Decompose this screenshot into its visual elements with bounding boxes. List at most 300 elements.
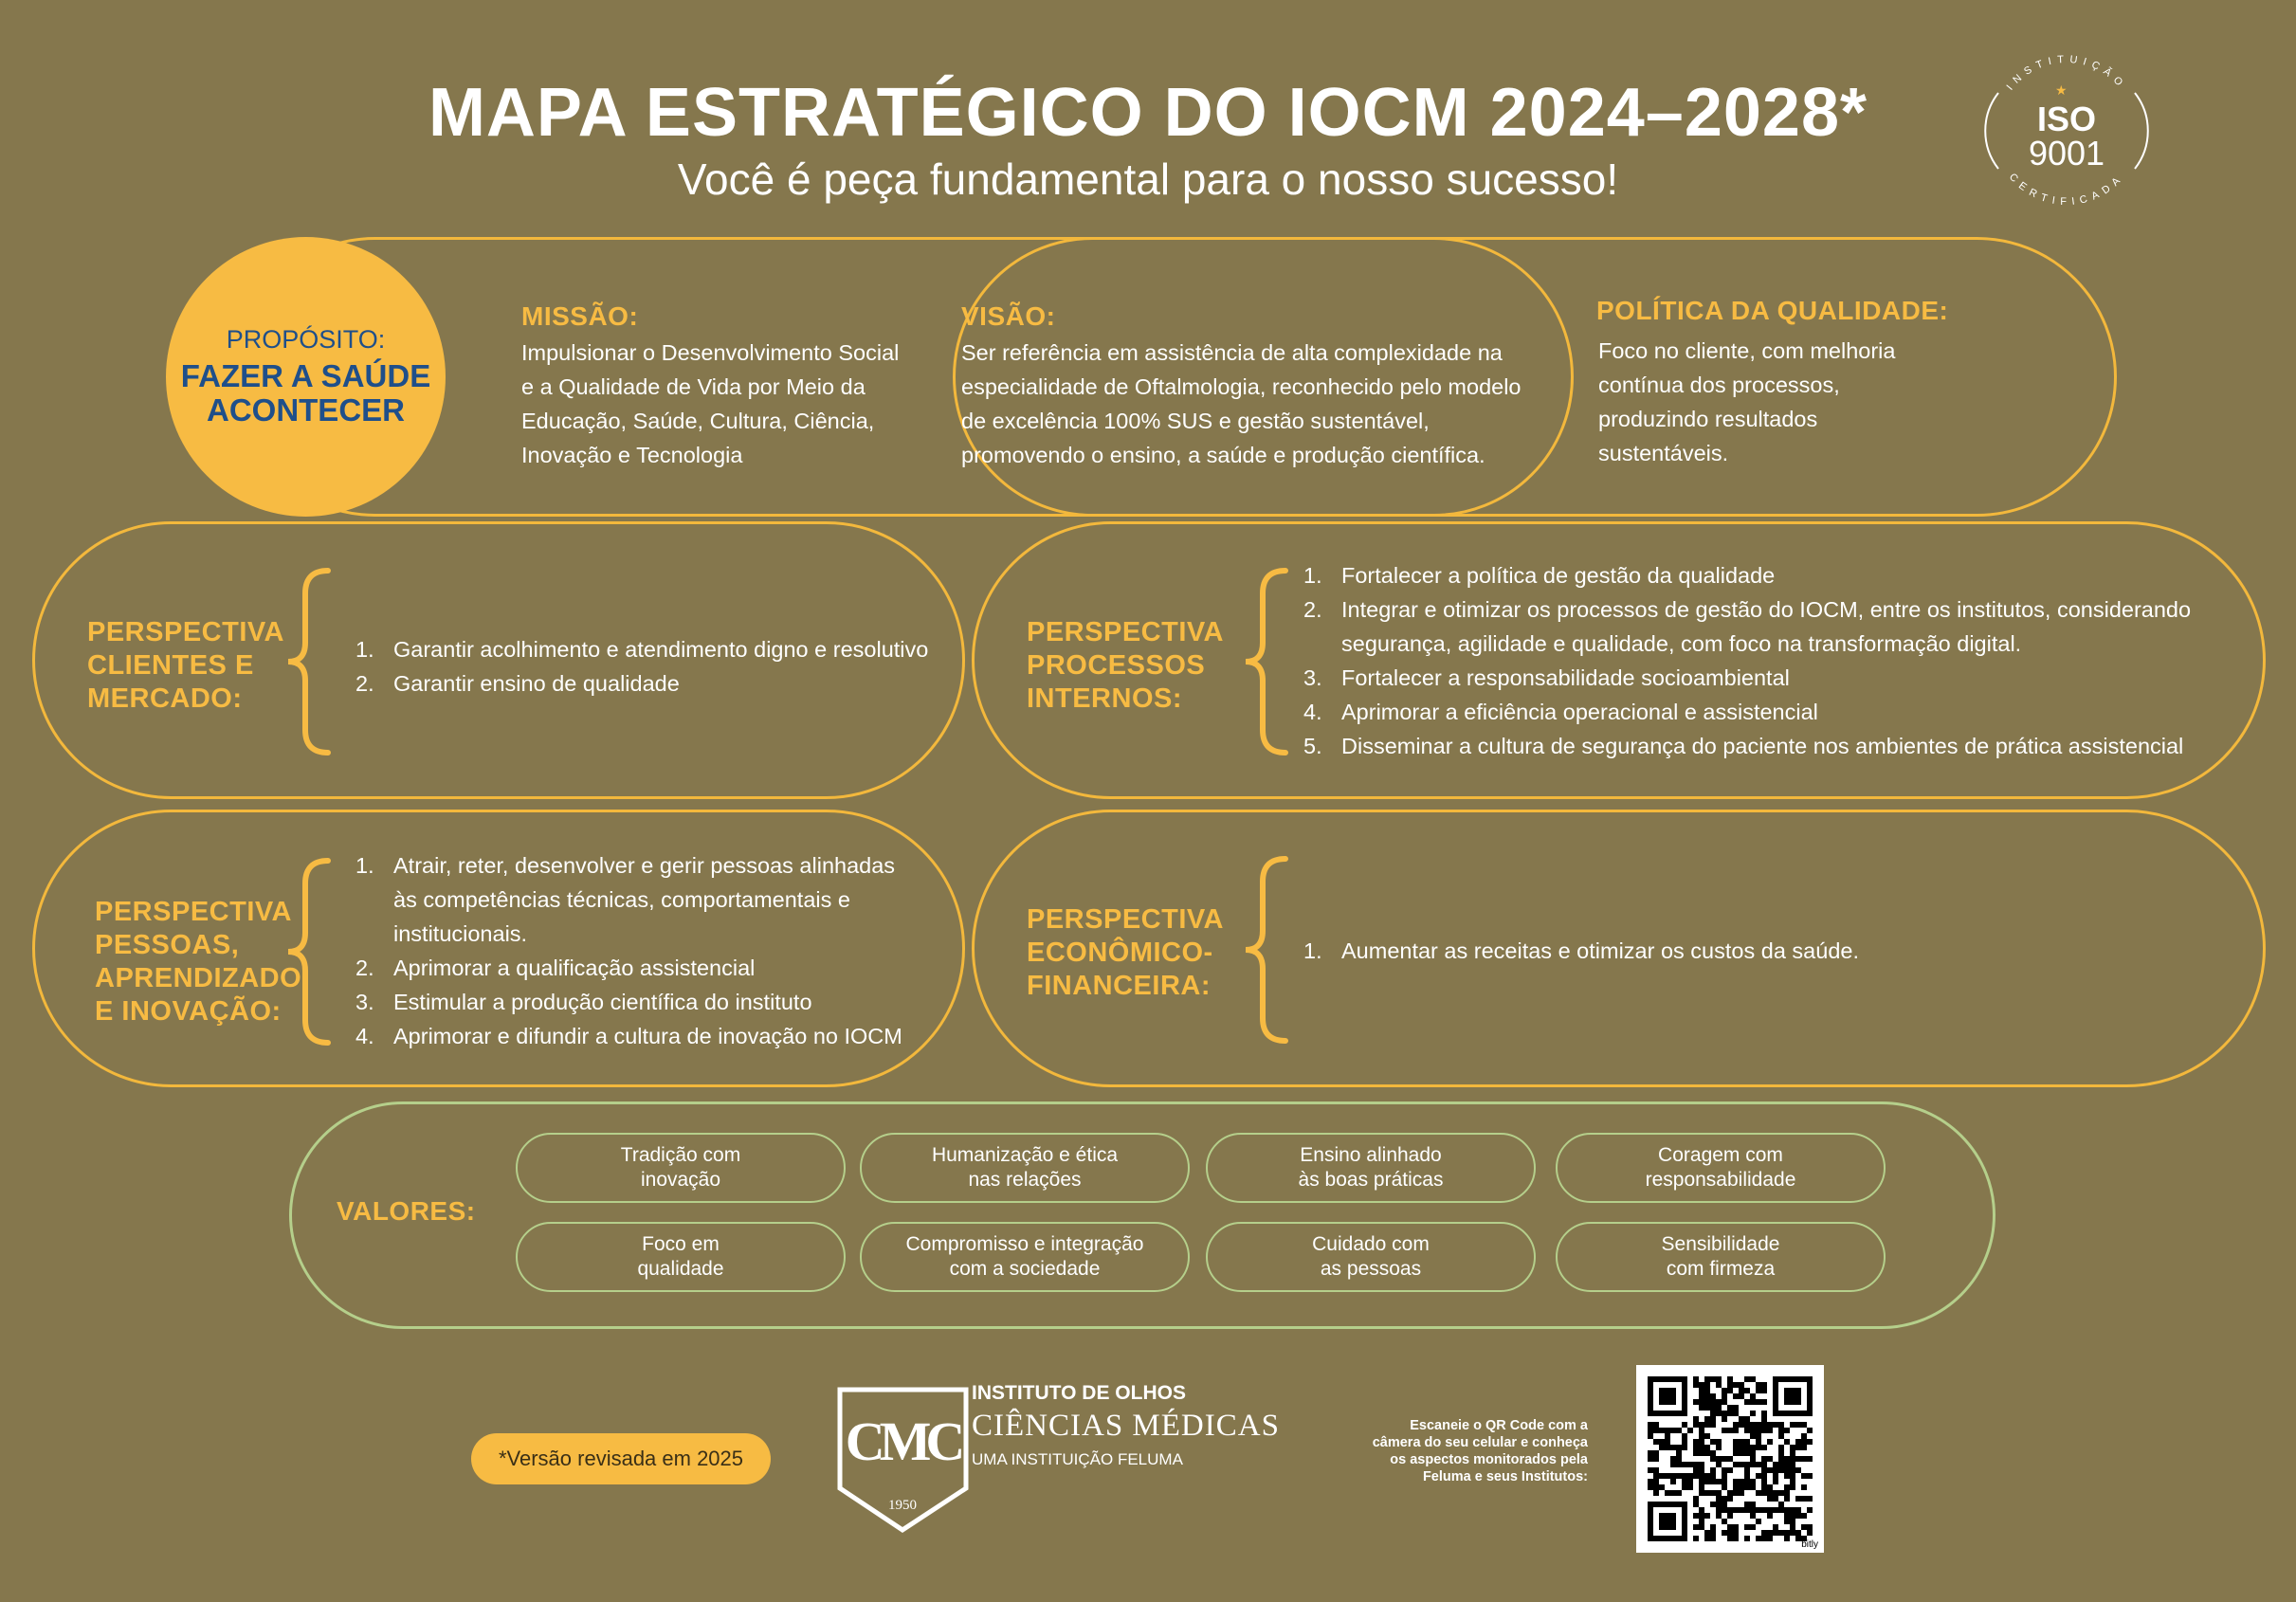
qr-module <box>1756 1428 1761 1433</box>
qr-module <box>1722 1502 1727 1507</box>
qr-module <box>1795 1536 1801 1541</box>
iso-arc-top: INSTITUIÇÃO <box>2004 53 2129 93</box>
qr-module <box>1704 1513 1710 1519</box>
perspective-title-line: PERSPECTIVA <box>87 617 285 647</box>
qr-module <box>1648 1422 1653 1428</box>
qr-module <box>1773 1479 1778 1484</box>
qr-module <box>1784 1490 1790 1496</box>
qr-module <box>1790 1422 1795 1428</box>
perspective-title-line: FINANCEIRA: <box>1027 971 1211 1001</box>
qr-caption <box>1322 1417 1588 1485</box>
qr-module <box>1756 1382 1761 1388</box>
list-item: 2. Integrar e otimizar os processos de gestão do IOCM, entre os institutos, considerando segurança, agilidade e qualidade, com foco na transformação digital. <box>1303 597 2192 656</box>
qr-module <box>1790 1473 1795 1479</box>
mission-line: Inovação e Tecnologia <box>521 443 743 467</box>
qr-module <box>1744 1445 1750 1450</box>
qr-module <box>1653 1456 1659 1462</box>
qr-module <box>1801 1445 1807 1450</box>
qr-module <box>1716 1456 1722 1462</box>
qr-module <box>1699 1388 1704 1393</box>
qr-module <box>1807 1473 1813 1479</box>
qr-module <box>1750 1479 1756 1484</box>
qr-module <box>1795 1445 1801 1450</box>
qr-module <box>1710 1502 1716 1507</box>
list-item: 1. Fortalecer a política de gestão da qualidade <box>1303 563 1776 588</box>
qr-module <box>1795 1439 1801 1445</box>
qr-module <box>1716 1490 1722 1496</box>
qr-module <box>1744 1422 1750 1428</box>
qr-module <box>1682 1484 1687 1490</box>
value-chip: Compromisso e integração com a sociedade <box>860 1222 1190 1292</box>
qr-module <box>1784 1536 1790 1541</box>
brace-icon <box>1242 855 1293 1045</box>
qr-module <box>1750 1376 1756 1382</box>
mission-line: e a Qualidade de Vida por Meio da <box>521 374 866 399</box>
qr-module <box>1744 1399 1750 1405</box>
vision-line: especialidade de Oftalmologia, reconhecido pelo modelo <box>961 374 1522 399</box>
qr-module <box>1704 1405 1710 1411</box>
qr-module <box>1704 1416 1710 1422</box>
qr-module <box>1665 1439 1670 1445</box>
qr-module <box>1727 1536 1733 1541</box>
qr-module <box>1716 1405 1722 1411</box>
value-chip: Cuidado com as pessoas <box>1206 1222 1536 1292</box>
qr-module <box>1739 1416 1744 1422</box>
qr-module <box>1653 1422 1659 1428</box>
qr-module <box>1676 1456 1682 1462</box>
qr-module <box>1704 1536 1710 1541</box>
mission-text <box>521 336 899 472</box>
qr-module <box>1756 1473 1761 1479</box>
perspective-title-line: PERSPECTIVA <box>1027 617 1225 647</box>
brace-icon <box>284 857 336 1047</box>
qr-module <box>1722 1530 1727 1536</box>
qr-module <box>1761 1467 1767 1473</box>
mission-line: Impulsionar o Desenvolvimento Social <box>521 340 900 365</box>
qr-module <box>1733 1445 1739 1450</box>
qr-module <box>1801 1496 1807 1502</box>
qr-module <box>1687 1479 1693 1484</box>
qr-module <box>1727 1456 1733 1462</box>
qr-module <box>1739 1507 1744 1513</box>
qr-module <box>1687 1473 1693 1479</box>
iso-number: 9001 <box>2028 134 2105 173</box>
qr-module <box>1750 1422 1756 1428</box>
qr-module <box>1727 1405 1733 1411</box>
qr-module <box>1750 1399 1756 1405</box>
qr-module <box>1750 1428 1756 1433</box>
qr-module <box>1750 1507 1756 1513</box>
qr-module <box>1693 1496 1699 1502</box>
qr-module <box>1648 1479 1653 1484</box>
qr-module <box>1761 1445 1767 1450</box>
qr-module <box>1739 1450 1744 1456</box>
qr-module <box>1767 1507 1773 1513</box>
qr-module <box>1699 1524 1704 1530</box>
qr-module <box>1699 1490 1704 1496</box>
qr-module <box>1767 1536 1773 1541</box>
qr-module <box>1795 1456 1801 1462</box>
qr-module <box>1682 1462 1687 1467</box>
qr-module <box>1727 1524 1733 1530</box>
value-chip: Foco em qualidade <box>516 1222 846 1292</box>
qr-module <box>1722 1416 1727 1422</box>
qr-caption-line: os aspectos monitorados pela <box>1390 1452 1588 1467</box>
svg-text:CERTIFICADA <box>2007 172 2126 208</box>
qr-module <box>1744 1450 1750 1456</box>
perspective-title-line: PERSPECTIVA <box>1027 904 1225 935</box>
qr-module <box>1784 1530 1790 1536</box>
qr-module <box>1733 1484 1739 1490</box>
qr-module <box>1733 1530 1739 1536</box>
qr-module <box>1699 1479 1704 1484</box>
qr-module <box>1784 1456 1790 1462</box>
vision-line: promovendo o ensino, a saúde e produção científica. <box>961 443 1485 467</box>
qr-module <box>1653 1490 1659 1496</box>
qr-module <box>1716 1513 1722 1519</box>
qr-module <box>1761 1411 1767 1416</box>
qr-module <box>1744 1388 1750 1393</box>
qr-module <box>1710 1376 1716 1382</box>
qr-module <box>1778 1490 1784 1496</box>
qr-module <box>1648 1433 1653 1439</box>
qr-module <box>1807 1507 1813 1513</box>
list-item: 2. Aprimorar a qualificação assistencial <box>355 956 756 980</box>
perspective-title-line: E INOVAÇÃO: <box>95 996 282 1027</box>
qr-module <box>1699 1445 1704 1450</box>
qr-module <box>1716 1439 1722 1445</box>
qr-module <box>1704 1450 1710 1456</box>
qr-module <box>1744 1473 1750 1479</box>
brace-icon <box>1242 567 1293 756</box>
people-perspective-title <box>95 896 301 1029</box>
qr-module <box>1670 1445 1676 1450</box>
qr-module <box>1773 1467 1778 1473</box>
qr-module <box>1704 1433 1710 1439</box>
qr-module <box>1767 1513 1773 1519</box>
qr-module <box>1687 1462 1693 1467</box>
qr-module <box>1750 1502 1756 1507</box>
qr-module <box>1699 1393 1704 1399</box>
qr-module <box>1704 1479 1710 1484</box>
qr-module <box>1670 1462 1676 1467</box>
qr-module <box>1693 1513 1699 1519</box>
qr-module <box>1653 1473 1659 1479</box>
qr-module <box>1739 1422 1744 1428</box>
qr-module <box>1784 1439 1790 1445</box>
qr-module <box>1710 1411 1716 1416</box>
qr-module <box>1756 1536 1761 1541</box>
qr-module <box>1704 1399 1710 1405</box>
qr-module <box>1778 1507 1784 1513</box>
qr-module <box>1795 1467 1801 1473</box>
quality-policy-line: sustentáveis. <box>1598 441 1729 465</box>
qr-module <box>1722 1411 1727 1416</box>
qr-module <box>1733 1422 1739 1428</box>
perspective-title-line: PESSOAS, <box>95 930 240 960</box>
qr-module <box>1739 1445 1744 1450</box>
qr-module <box>1722 1479 1727 1484</box>
qr-module <box>1733 1490 1739 1496</box>
qr-module <box>1693 1473 1699 1479</box>
qr-module <box>1733 1479 1739 1484</box>
qr-module <box>1784 1462 1790 1467</box>
qr-module <box>1795 1422 1801 1428</box>
qr-module <box>1801 1439 1807 1445</box>
qr-module <box>1665 1473 1670 1479</box>
qr-module <box>1784 1496 1790 1502</box>
qr-module <box>1722 1456 1727 1462</box>
qr-module <box>1670 1473 1676 1479</box>
qr-module <box>1699 1462 1704 1467</box>
qr-module <box>1761 1456 1767 1462</box>
qr-module <box>1733 1405 1739 1411</box>
qr-module <box>1773 1507 1778 1513</box>
qr-module <box>1801 1484 1807 1490</box>
qr-module <box>1670 1428 1676 1433</box>
qr-module <box>1687 1484 1693 1490</box>
qr-code[interactable] <box>1636 1365 1824 1553</box>
qr-module <box>1778 1502 1784 1507</box>
qr-module <box>1761 1490 1767 1496</box>
qr-module <box>1733 1536 1739 1541</box>
qr-module <box>1699 1484 1704 1490</box>
quality-policy-line: contínua dos processos, <box>1598 373 1840 397</box>
qr-module <box>1778 1428 1784 1433</box>
qr-module <box>1716 1479 1722 1484</box>
qr-module <box>1659 1428 1665 1433</box>
qr-module <box>1716 1411 1722 1416</box>
perspective-title-line: MERCADO: <box>87 683 243 714</box>
iso-mark: ISO <box>2036 100 2097 138</box>
qr-module <box>1784 1467 1790 1473</box>
qr-module <box>1778 1462 1784 1467</box>
qr-module <box>1750 1462 1756 1467</box>
qr-module <box>1716 1399 1722 1405</box>
qr-module <box>1790 1445 1795 1450</box>
list-item: 4. Aprimorar e difundir a cultura de inovação no IOCM <box>355 1024 902 1048</box>
qr-caption-line: câmera do seu celular e conheça <box>1372 1435 1588 1450</box>
qr-module <box>1727 1513 1733 1519</box>
logo-monogram: CMC <box>845 1411 960 1472</box>
qr-module <box>1733 1450 1739 1456</box>
qr-module <box>1801 1513 1807 1519</box>
qr-module <box>1744 1536 1750 1541</box>
quality-policy-title: POLÍTICA DA QUALIDADE: <box>1596 296 1949 325</box>
qr-module <box>1767 1530 1773 1536</box>
qr-module <box>1744 1439 1750 1445</box>
qr-module <box>1795 1496 1801 1502</box>
qr-module <box>1704 1376 1710 1382</box>
page-subtitle: Você é peça fundamental para o nosso sucesso! <box>677 155 1619 204</box>
vision-title: VISÃO: <box>961 301 1056 331</box>
value-chip: Coragem com responsabilidade <box>1556 1133 1886 1203</box>
quality-policy-line: produzindo resultados <box>1598 407 1818 431</box>
qr-module <box>1744 1416 1750 1422</box>
qr-module <box>1727 1496 1733 1502</box>
perspective-title-line: PROCESSOS <box>1027 650 1206 681</box>
qr-module <box>1801 1473 1807 1479</box>
list-item: 1. Garantir acolhimento e atendimento digno e resolutivo <box>355 637 929 662</box>
values-title: VALORES: <box>337 1196 476 1226</box>
qr-module <box>1722 1388 1727 1393</box>
qr-module <box>1756 1433 1761 1439</box>
qr-module <box>1773 1490 1778 1496</box>
qr-module <box>1801 1524 1807 1530</box>
qr-module <box>1784 1507 1790 1513</box>
qr-module <box>1699 1450 1704 1456</box>
qr-module <box>1790 1462 1795 1467</box>
qr-module <box>1727 1490 1733 1496</box>
qr-module <box>1676 1473 1682 1479</box>
processes-objectives-list <box>1303 558 2191 763</box>
qr-module <box>1767 1456 1773 1462</box>
logo-line-1: INSTITUTO DE OLHOS <box>972 1382 1186 1404</box>
qr-module <box>1784 1513 1790 1519</box>
qr-module <box>1693 1399 1699 1405</box>
qr-finder <box>1784 1388 1801 1405</box>
qr-module <box>1682 1433 1687 1439</box>
qr-module <box>1693 1450 1699 1456</box>
qr-module <box>1790 1524 1795 1530</box>
qr-module <box>1790 1519 1795 1524</box>
qr-module <box>1727 1530 1733 1536</box>
clients-objectives-list <box>355 632 928 701</box>
qr-module <box>1761 1382 1767 1388</box>
list-item: 3. Fortalecer a responsabilidade socioambiental <box>1303 665 1790 690</box>
qr-module <box>1739 1439 1744 1445</box>
purpose-line-1: FAZER A SAÚDE <box>180 358 431 393</box>
qr-module <box>1750 1524 1756 1530</box>
value-chip: Sensibilidade com firmeza <box>1556 1222 1886 1292</box>
qr-module <box>1716 1376 1722 1382</box>
qr-module <box>1727 1428 1733 1433</box>
qr-module <box>1722 1467 1727 1473</box>
qr-module <box>1716 1496 1722 1502</box>
qr-module <box>1761 1428 1767 1433</box>
qr-module <box>1733 1411 1739 1416</box>
logo-year: 1950 <box>888 1498 917 1513</box>
qr-module <box>1767 1428 1773 1433</box>
qr-module <box>1653 1450 1659 1456</box>
qr-brand: bitly <box>1801 1539 1818 1550</box>
qr-module <box>1739 1393 1744 1399</box>
qr-module <box>1744 1507 1750 1513</box>
qr-module <box>1756 1439 1761 1445</box>
quality-policy-text <box>1598 334 1895 470</box>
qr-module <box>1790 1456 1795 1462</box>
qr-module <box>1665 1428 1670 1433</box>
qr-module <box>1670 1490 1676 1496</box>
financial-objectives-list <box>1303 934 1859 968</box>
perspective-title-line: ECONÔMICO- <box>1027 938 1213 968</box>
list-item: 5. Disseminar a cultura de segurança do paciente nos ambientes de prática assistencial <box>1303 734 2184 758</box>
qr-module <box>1778 1422 1784 1428</box>
qr-module <box>1704 1530 1710 1536</box>
qr-module <box>1807 1530 1813 1536</box>
qr-module <box>1756 1422 1761 1428</box>
qr-module <box>1659 1484 1665 1490</box>
qr-module <box>1727 1388 1733 1393</box>
qr-module <box>1773 1524 1778 1530</box>
qr-module <box>1801 1433 1807 1439</box>
qr-module <box>1739 1484 1744 1490</box>
qr-module <box>1653 1467 1659 1473</box>
qr-module <box>1693 1422 1699 1428</box>
mission-line: Educação, Saúde, Cultura, Ciência, <box>521 409 875 433</box>
qr-module <box>1807 1439 1813 1445</box>
qr-module <box>1790 1467 1795 1473</box>
qr-module <box>1699 1433 1704 1439</box>
qr-module <box>1716 1382 1722 1388</box>
list-item: 1. Aumentar as receitas e otimizar os custos da saúde. <box>1303 938 1859 963</box>
qr-module <box>1722 1393 1727 1399</box>
qr-module <box>1756 1399 1761 1405</box>
qr-module <box>1693 1439 1699 1445</box>
qr-module <box>1710 1393 1716 1399</box>
qr-finder <box>1659 1388 1676 1405</box>
qr-module <box>1807 1496 1813 1502</box>
qr-module <box>1744 1479 1750 1484</box>
qr-module <box>1699 1439 1704 1445</box>
logo-line-3: UMA INSTITUIÇÃO FELUMA <box>972 1450 1183 1468</box>
qr-module <box>1756 1490 1761 1496</box>
qr-module <box>1733 1393 1739 1399</box>
qr-module <box>1722 1428 1727 1433</box>
qr-module <box>1704 1445 1710 1450</box>
qr-module <box>1687 1428 1693 1433</box>
financial-perspective-title <box>1027 903 1224 1003</box>
qr-module <box>1648 1467 1653 1473</box>
qr-module <box>1733 1524 1739 1530</box>
perspective-title-line: CLIENTES E <box>87 650 254 681</box>
qr-module <box>1710 1530 1716 1536</box>
qr-module <box>1693 1416 1699 1422</box>
qr-module <box>1699 1467 1704 1473</box>
qr-module <box>1716 1445 1722 1450</box>
qr-module <box>1795 1513 1801 1519</box>
value-chip: Ensino alinhado às boas práticas <box>1206 1133 1536 1203</box>
qr-module <box>1682 1445 1687 1450</box>
qr-module <box>1648 1450 1653 1456</box>
qr-module <box>1801 1422 1807 1428</box>
qr-module <box>1693 1445 1699 1450</box>
qr-module <box>1693 1467 1699 1473</box>
qr-module <box>1665 1490 1670 1496</box>
qr-finder <box>1659 1513 1676 1530</box>
qr-module <box>1727 1376 1733 1382</box>
qr-module <box>1693 1502 1699 1507</box>
qr-module <box>1648 1456 1653 1462</box>
list-item: 4. Aprimorar a eficiência operacional e assistencial <box>1303 700 1818 724</box>
qr-module <box>1710 1422 1716 1428</box>
qr-module <box>1773 1462 1778 1467</box>
qr-module <box>1710 1439 1716 1445</box>
qr-module <box>1693 1524 1699 1530</box>
qr-module <box>1773 1530 1778 1536</box>
qr-module <box>1670 1456 1676 1462</box>
qr-module <box>1744 1376 1750 1382</box>
qr-module <box>1744 1462 1750 1467</box>
qr-module <box>1784 1428 1790 1433</box>
qr-module <box>1699 1422 1704 1428</box>
list-item: 3. Estimular a produção científica do instituto <box>355 990 812 1014</box>
qr-module <box>1801 1456 1807 1462</box>
qr-module <box>1750 1450 1756 1456</box>
qr-module <box>1778 1433 1784 1439</box>
purpose-label: PROPÓSITO: <box>226 325 386 354</box>
qr-module <box>1659 1473 1665 1479</box>
